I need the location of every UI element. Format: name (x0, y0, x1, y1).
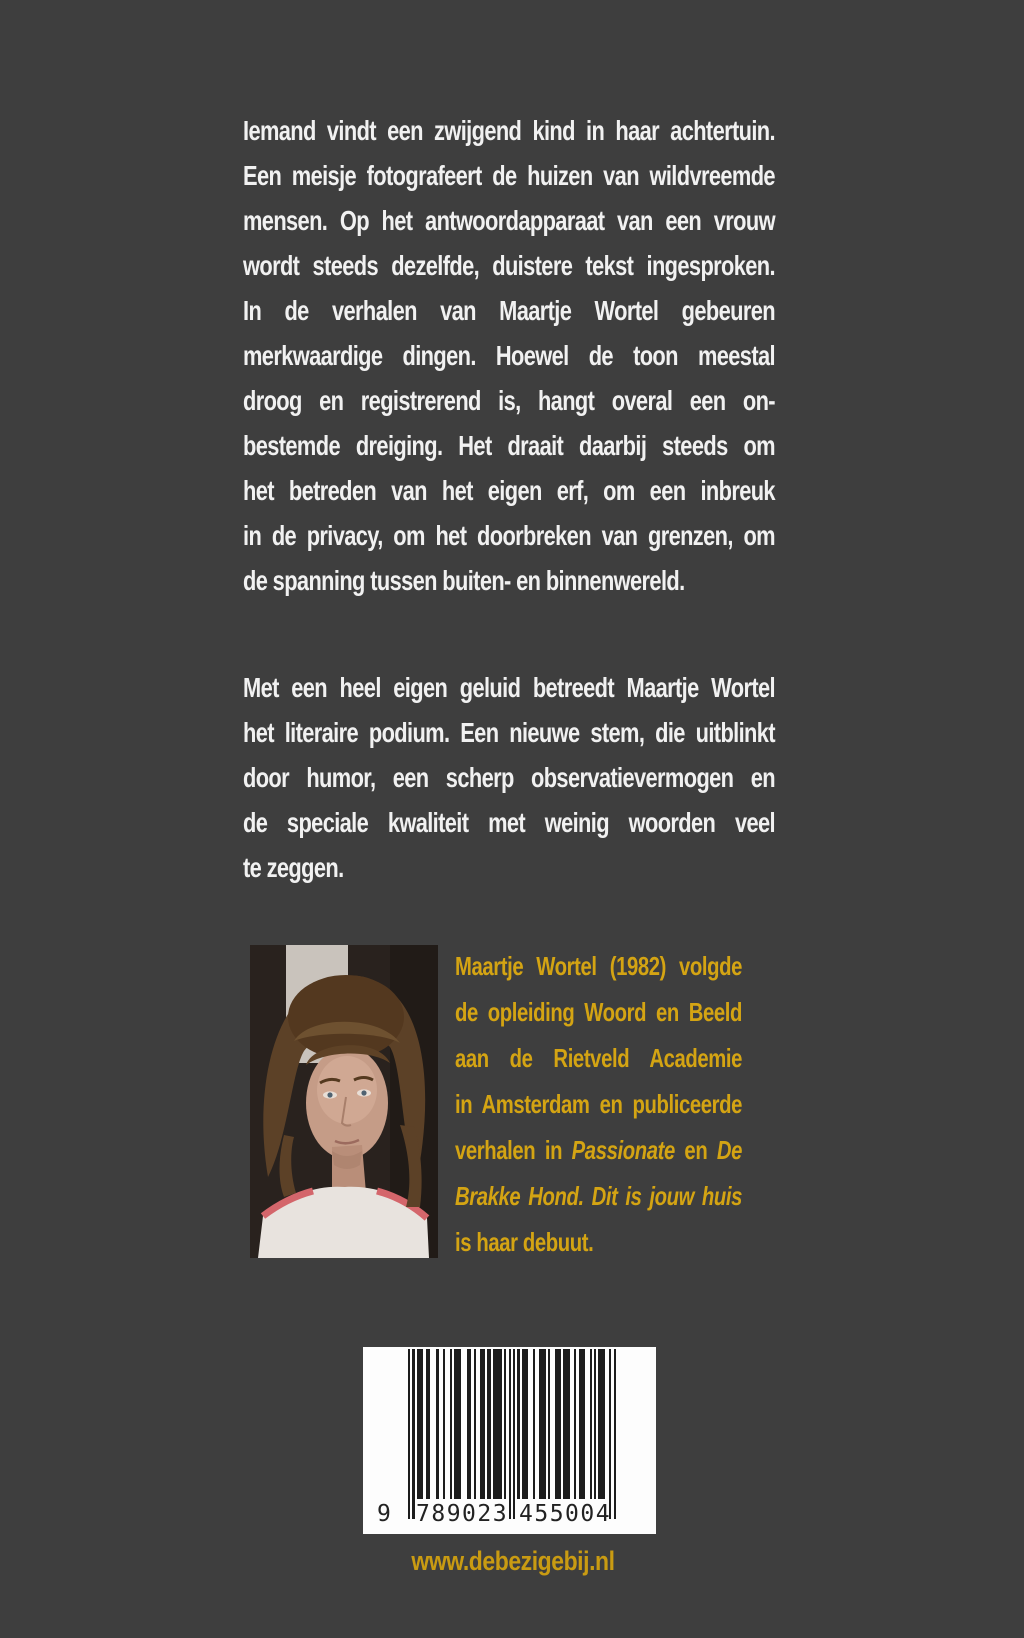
barcode-digit-left: 9 (377, 1501, 391, 1527)
bio-text: in Amsterdam en publiceerde (455, 1089, 743, 1119)
text-line: wordt steeds dezelfde, duistere tekst ingesproken. (243, 250, 775, 281)
bio-line (455, 1173, 742, 1219)
text-line: merkwaardige dingen. Hoewel de toon meestal (243, 340, 775, 371)
bio-text: en (674, 1135, 717, 1165)
bio-line (455, 1219, 742, 1265)
text-line: het literaire podium. Een nieuwe stem, die uitblinkt (243, 717, 775, 748)
bio-line (455, 1035, 742, 1081)
bio-line (455, 1081, 742, 1127)
barcode-bars (408, 1349, 616, 1519)
author-photo (250, 945, 438, 1258)
bio-text: de opleiding Woord en Beeld (455, 997, 743, 1027)
author-bio (455, 943, 742, 1265)
text-line: door humor, een scherp observatievermogen en (243, 762, 775, 793)
text-line: Met een heel eigen geluid betreedt Maartje Wortel (243, 672, 775, 703)
text-line: mensen. Op het antwoordapparaat van een vrouw (243, 205, 775, 236)
bio-text: aan de Rietveld Academie (455, 1043, 743, 1073)
barcode-digits-group1: 789023 (416, 1501, 509, 1527)
text-line: het betreden van het eigen erf, om een inbreuk (243, 475, 775, 506)
barcode-bar (614, 1349, 616, 1519)
text-line: Iemand vindt een zwijgend kind in haar achtertuin. (243, 115, 775, 146)
text-line: de speciale kwaliteit met weinig woorden veel (243, 807, 775, 838)
barcode (363, 1347, 656, 1534)
book-title-italic: De (716, 1135, 743, 1165)
bio-text: Maartje Wortel (455, 951, 597, 981)
bio-line (455, 989, 742, 1035)
barcode-digits-group2: 455004 (519, 1501, 612, 1527)
text-line: droog en registrerend is, hangt overal een on- (243, 385, 775, 416)
publisher-website: www.debezigebij.nl (411, 1546, 615, 1576)
text-line: in de privacy, om het doorbreken van grenzen, om (243, 520, 775, 551)
text-line: te zeggen. (243, 852, 344, 883)
bio-line (455, 1127, 742, 1173)
bio-line (455, 943, 742, 989)
text-line: bestemde dreiging. Het draait daarbij steeds om (243, 430, 775, 461)
text-line: Een meisje fotografeert de huizen van wildvreemde (243, 160, 775, 191)
bio-text: (1982) volgde (596, 951, 743, 981)
book-title-italic: Passionate (571, 1135, 675, 1165)
blurb-paragraph-1 (243, 108, 775, 603)
bio-text: verhalen in (455, 1135, 572, 1165)
text-line: de spanning tussen buiten- en binnenwereld. (243, 565, 685, 596)
blurb-paragraph-2 (243, 665, 775, 890)
text-line: In de verhalen van Maartje Wortel gebeuren (243, 295, 775, 326)
bio-text: is haar debuut. (455, 1227, 594, 1257)
book-title-italic: Brakke Hond. Dit is jouw huis (455, 1181, 743, 1211)
